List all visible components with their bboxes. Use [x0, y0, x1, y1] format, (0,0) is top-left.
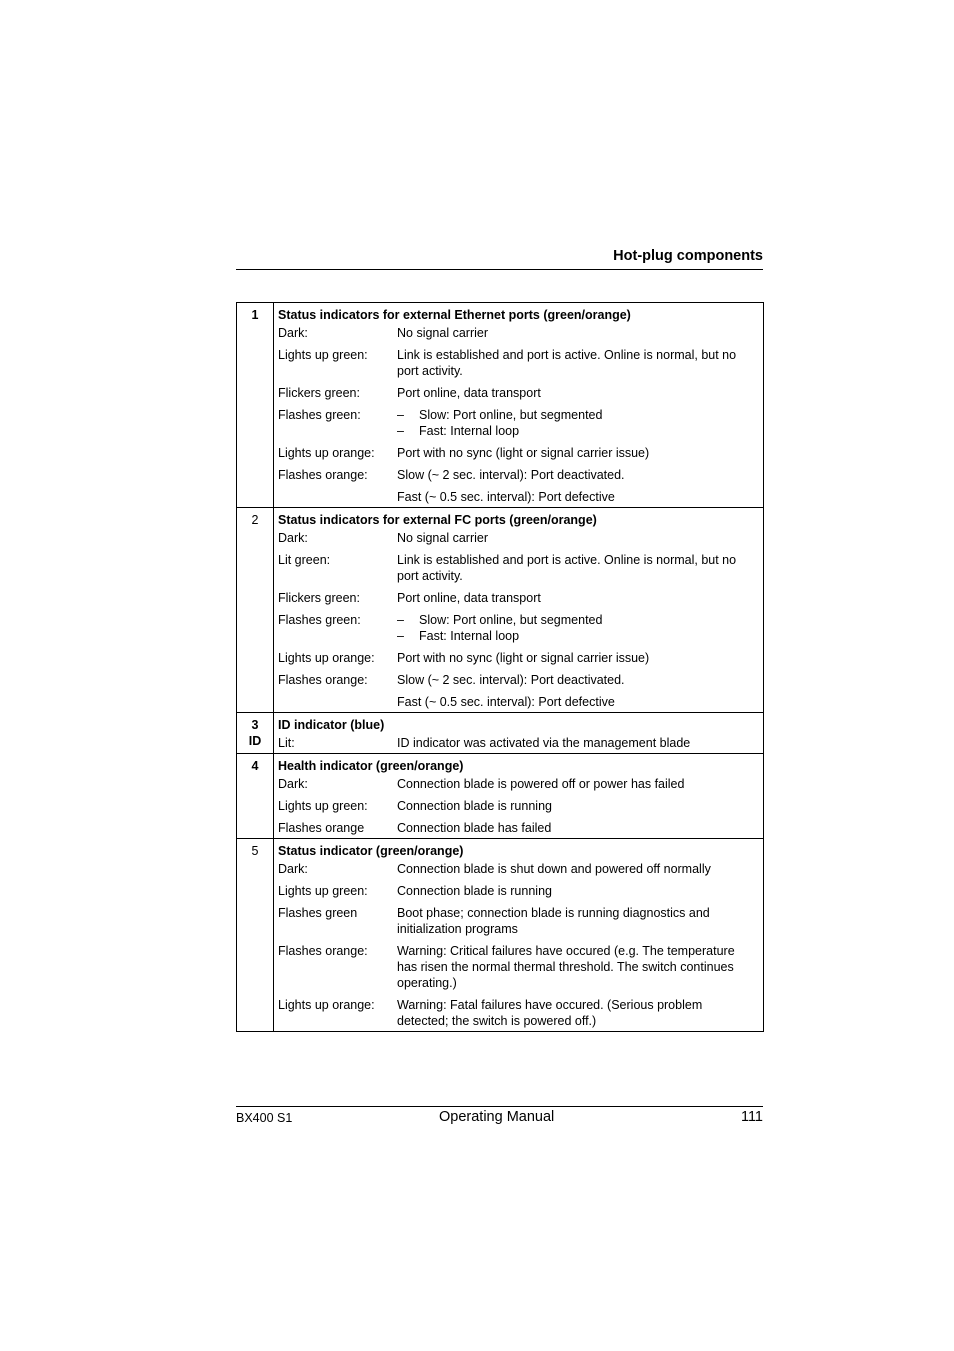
indicator-row	[278, 385, 763, 401]
section-content	[274, 754, 764, 839]
section-number	[237, 754, 274, 839]
indicator-state-label: Flashes green:	[278, 408, 361, 422]
indicator-row	[278, 694, 763, 710]
indicator-state-description: Slow (~ 2 sec. interval): Port deactivated.	[397, 468, 625, 482]
section-number-value: 2	[251, 513, 259, 527]
indicator-row	[278, 552, 763, 584]
indicator-state-label: Flickers green:	[278, 386, 360, 400]
dash-item-text: Fast: Internal loop	[419, 629, 520, 643]
indicator-row	[278, 325, 763, 341]
indicator-state-description: Link is established and port is active. Online is normal, but no port activity.	[397, 348, 737, 378]
indicator-state-description: No signal carrier	[397, 326, 489, 340]
indicator-state-label: Flashes orange:	[278, 468, 368, 482]
indicator-section	[237, 508, 764, 713]
section-number	[237, 839, 274, 1032]
indicator-state-label: Lights up orange:	[278, 446, 375, 460]
indicator-section	[237, 754, 764, 839]
indicator-state-label: Flashes orange	[278, 821, 365, 835]
indicator-state-label: Flickers green:	[278, 591, 360, 605]
page-header-title: Hot-plug components	[613, 248, 763, 264]
indicator-row	[278, 820, 763, 836]
indicator-state-description: Port with no sync (light or signal carrier issue)	[397, 446, 650, 460]
indicator-state-description: Boot phase; connection blade is running diagnostics and initialization programs	[397, 906, 710, 936]
footer-divider	[236, 1106, 763, 1107]
indicator-row	[278, 776, 763, 792]
footer-manual-title: Operating Manual	[439, 1109, 555, 1125]
indicator-state-label: Lights up orange:	[278, 651, 375, 665]
indicator-state-label: Lit green:	[278, 553, 331, 567]
dash-list-item	[397, 612, 749, 628]
dash-list-item	[397, 407, 749, 423]
indicator-row	[278, 489, 763, 505]
indicator-state-description	[397, 612, 763, 644]
dash-bullet: –	[397, 613, 404, 627]
indicator-row	[278, 672, 763, 688]
dash-item-text: Slow: Port online, but segmented	[419, 408, 603, 422]
indicator-row	[278, 997, 763, 1029]
section-content	[274, 839, 764, 1032]
indicator-section	[237, 303, 764, 508]
indicator-row	[278, 590, 763, 606]
indicator-state-description: ID indicator was activated via the management blade	[397, 736, 691, 750]
indicator-state-label: Dark:	[278, 777, 308, 791]
indicator-rows	[278, 325, 763, 505]
indicator-rows	[278, 776, 763, 836]
indicator-state-label	[278, 694, 397, 710]
section-number-value: 4	[251, 759, 259, 773]
indicator-state-label: Lights up green:	[278, 884, 368, 898]
indicator-state-description: No signal carrier	[397, 531, 489, 545]
section-number	[237, 713, 274, 754]
indicator-state-label: Dark:	[278, 862, 308, 876]
indicator-row	[278, 650, 763, 666]
indicator-state-description: Connection blade has failed	[397, 821, 552, 835]
dash-list-item	[397, 628, 749, 644]
indicator-state-label: Lights up green:	[278, 799, 368, 813]
section-title: Status indicators for external Ethernet ports (green/orange)	[278, 308, 631, 322]
dash-bullet: –	[397, 629, 404, 643]
section-title: Status indicators for external FC ports (green/orange)	[278, 513, 597, 527]
section-number-value: 5	[251, 844, 259, 858]
indicator-state-label: Flashes orange:	[278, 944, 368, 958]
indicator-state-description: Connection blade is running	[397, 884, 552, 898]
indicator-state-description: Warning: Critical failures have occured (e.g. The temperature has risen the normal thermal threshold. The switch continues operating.)	[397, 944, 735, 990]
dash-bullet: –	[397, 424, 404, 438]
indicator-state-description: Warning: Fatal failures have occured. (Serious problem detected; the switch is powered off.)	[397, 998, 703, 1028]
section-number	[237, 303, 274, 508]
indicator-row	[278, 735, 763, 751]
section-title: Status indicator (green/orange)	[278, 844, 464, 858]
indicator-state-label: Lights up green:	[278, 348, 368, 362]
indicator-state-description: Port online, data transport	[397, 591, 541, 605]
indicator-state-description: Fast (~ 0.5 sec. interval): Port defective	[397, 695, 615, 709]
section-title: ID indicator (blue)	[278, 718, 385, 732]
indicator-state-label: Flashes green:	[278, 613, 361, 627]
indicator-state-description: Slow (~ 2 sec. interval): Port deactivated.	[397, 673, 625, 687]
indicator-row	[278, 883, 763, 899]
indicator-row	[278, 530, 763, 546]
section-number-value: 3	[251, 718, 259, 732]
indicator-state-description: Port online, data transport	[397, 386, 541, 400]
indicator-row	[278, 861, 763, 877]
indicator-row	[278, 347, 763, 379]
indicator-row	[278, 798, 763, 814]
indicator-state-label: Dark:	[278, 531, 308, 545]
indicator-section	[237, 839, 764, 1032]
indicator-state-description: Port with no sync (light or signal carrier issue)	[397, 651, 650, 665]
indicator-table	[236, 302, 764, 1032]
section-number-suffix: ID	[248, 734, 262, 748]
indicator-state-description: Connection blade is powered off or power has failed	[397, 777, 685, 791]
dash-bullet: –	[397, 408, 404, 422]
indicator-rows	[278, 735, 763, 751]
section-number-value: 1	[251, 308, 259, 322]
indicator-state-label: Lights up orange:	[278, 998, 375, 1012]
indicator-row	[278, 943, 763, 991]
indicator-state-description	[397, 407, 763, 439]
dash-item-text: Fast: Internal loop	[419, 424, 520, 438]
indicator-row	[278, 905, 763, 937]
indicator-state-label: Flashes green	[278, 906, 358, 920]
indicator-state-label	[278, 489, 397, 505]
section-content	[274, 508, 764, 713]
indicator-row	[278, 612, 763, 644]
indicator-row	[278, 467, 763, 483]
dash-list-item	[397, 423, 749, 439]
indicator-state-description: Fast (~ 0.5 sec. interval): Port defective	[397, 490, 615, 504]
indicator-rows	[278, 530, 763, 710]
indicator-rows	[278, 861, 763, 1029]
section-number	[237, 508, 274, 713]
indicator-state-description: Connection blade is running	[397, 799, 552, 813]
page-number: 111	[740, 1109, 763, 1125]
indicator-section	[237, 713, 764, 754]
section-content	[274, 303, 764, 508]
indicator-row	[278, 445, 763, 461]
footer-product: BX400 S1	[236, 1111, 293, 1125]
section-content	[274, 713, 764, 754]
indicator-row	[278, 407, 763, 439]
indicator-state-description: Link is established and port is active. Online is normal, but no port activity.	[397, 553, 737, 583]
header-divider	[236, 269, 763, 270]
dash-item-text: Slow: Port online, but segmented	[419, 613, 603, 627]
indicator-state-label: Flashes orange:	[278, 673, 368, 687]
section-title: Health indicator (green/orange)	[278, 759, 464, 773]
indicator-state-label: Dark:	[278, 326, 308, 340]
indicator-state-description: Connection blade is shut down and powered off normally	[397, 862, 711, 876]
indicator-state-label: Lit:	[278, 736, 295, 750]
